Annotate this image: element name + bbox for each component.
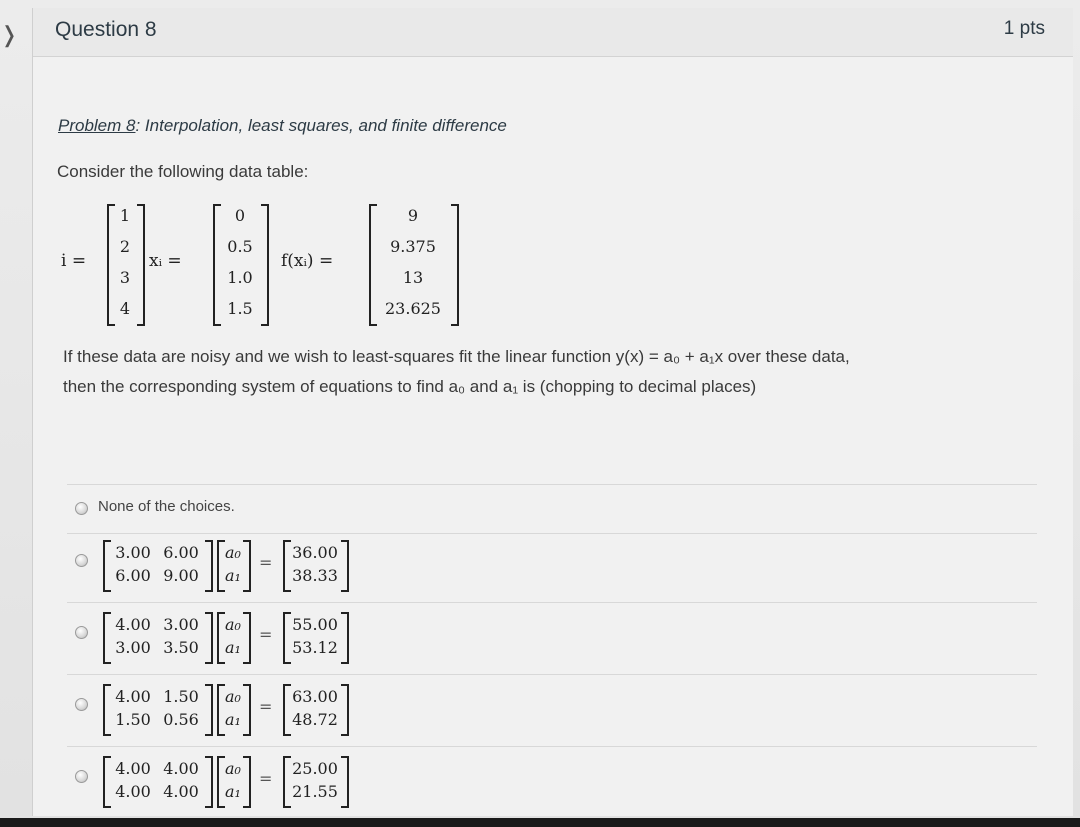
i-label: i =	[61, 251, 87, 271]
unknown-a1: a₁	[225, 566, 241, 585]
question-header	[33, 8, 1073, 57]
divider	[67, 746, 1037, 747]
unknown-a1: a₁	[225, 710, 241, 729]
matrix-cell: 6.00	[163, 543, 199, 562]
unknown-a1: a₁	[225, 638, 241, 657]
radio-option[interactable]	[75, 626, 88, 639]
matrix-bracket-right	[205, 756, 213, 808]
f-value: 9.375	[390, 237, 436, 256]
choice-none-label: None of the choices.	[98, 498, 235, 515]
x-value: 0	[234, 206, 246, 225]
divider	[67, 484, 1037, 485]
radio-none[interactable]	[75, 502, 88, 515]
f-value: 23.625	[385, 299, 441, 318]
matrix-cell: 3.00	[163, 615, 199, 634]
question-card	[32, 8, 1073, 816]
matrix-cell: 4.00	[163, 782, 199, 801]
matrix-cell: 4.00	[115, 615, 151, 634]
f-value: 9	[407, 206, 419, 225]
unknown-a0: a₀	[225, 759, 241, 778]
rhs-cell: 53.12	[292, 638, 338, 657]
rhs-cell: 21.55	[292, 782, 338, 801]
matrix-cell: 3.00	[115, 638, 151, 657]
x-value: 1.0	[227, 268, 253, 287]
radio-option[interactable]	[75, 698, 88, 711]
unknown-a0: a₀	[225, 543, 241, 562]
matrix-cell: 4.00	[115, 782, 151, 801]
rhs-cell: 36.00	[292, 543, 338, 562]
prompt-line-2: then the corresponding system of equations to find a₀ and a₁ is (chopping to decimal places)	[63, 377, 757, 396]
matrix-cell: 3.00	[115, 543, 151, 562]
divider	[67, 674, 1037, 675]
x-label: xᵢ =	[149, 251, 182, 271]
matrix-cell: 4.00	[163, 759, 199, 778]
question-title: Question 8	[55, 18, 157, 41]
matrix-cell: 6.00	[115, 566, 151, 585]
f-value: 13	[402, 268, 424, 287]
rhs-cell: 48.72	[292, 710, 338, 729]
matrix-bracket-right	[205, 684, 213, 736]
question-points: 1 pts	[1003, 18, 1045, 39]
matrix-bracket-right	[205, 540, 213, 592]
rhs-cell: 25.00	[292, 759, 338, 778]
problem-label: Problem 8	[58, 116, 136, 135]
rhs-cell: 63.00	[292, 687, 338, 706]
x-value: 0.5	[227, 237, 253, 256]
matrix-cell: 4.00	[115, 759, 151, 778]
matrix-cell: 1.50	[115, 710, 151, 729]
divider	[67, 533, 1037, 534]
matrix-cell: 0.56	[163, 710, 199, 729]
rhs-cell: 38.33	[292, 566, 338, 585]
prompt-line-1: If these data are noisy and we wish to least-squares fit the linear function y(x) = a₀ + a₁x over these data,	[63, 347, 850, 366]
equals-sign: =	[259, 697, 273, 716]
divider	[67, 602, 1037, 603]
x-bracket-right	[261, 204, 269, 326]
equals-sign: =	[259, 625, 273, 644]
problem-heading	[58, 116, 507, 136]
rhs-cell: 55.00	[292, 615, 338, 634]
equals-sign: =	[259, 769, 273, 788]
matrix-cell: 1.50	[163, 687, 199, 706]
matrix-cell: 3.50	[163, 638, 199, 657]
radio-option[interactable]	[75, 770, 88, 783]
problem-heading-rest: : Interpolation, least squares, and finite difference	[135, 116, 507, 135]
matrix-cell: 4.00	[115, 687, 151, 706]
unknown-a1: a₁	[225, 782, 241, 801]
i-value: 2	[119, 237, 131, 256]
equals-sign: =	[259, 553, 273, 572]
previous-arrow-icon[interactable]: ❭	[0, 22, 19, 47]
unknown-a0: a₀	[225, 615, 241, 634]
f-bracket-right	[451, 204, 459, 326]
unknown-a0: a₀	[225, 687, 241, 706]
i-value: 1	[119, 206, 131, 225]
intro-text: Consider the following data table:	[57, 162, 309, 181]
i-value: 4	[119, 299, 131, 318]
i-value: 3	[119, 268, 131, 287]
i-bracket-right	[137, 204, 145, 326]
matrix-cell: 9.00	[163, 566, 199, 585]
question-prompt	[63, 342, 1023, 402]
x-value: 1.5	[227, 299, 253, 318]
matrix-bracket-right	[205, 612, 213, 664]
radio-option[interactable]	[75, 554, 88, 567]
f-label: f(xᵢ) =	[281, 251, 334, 271]
